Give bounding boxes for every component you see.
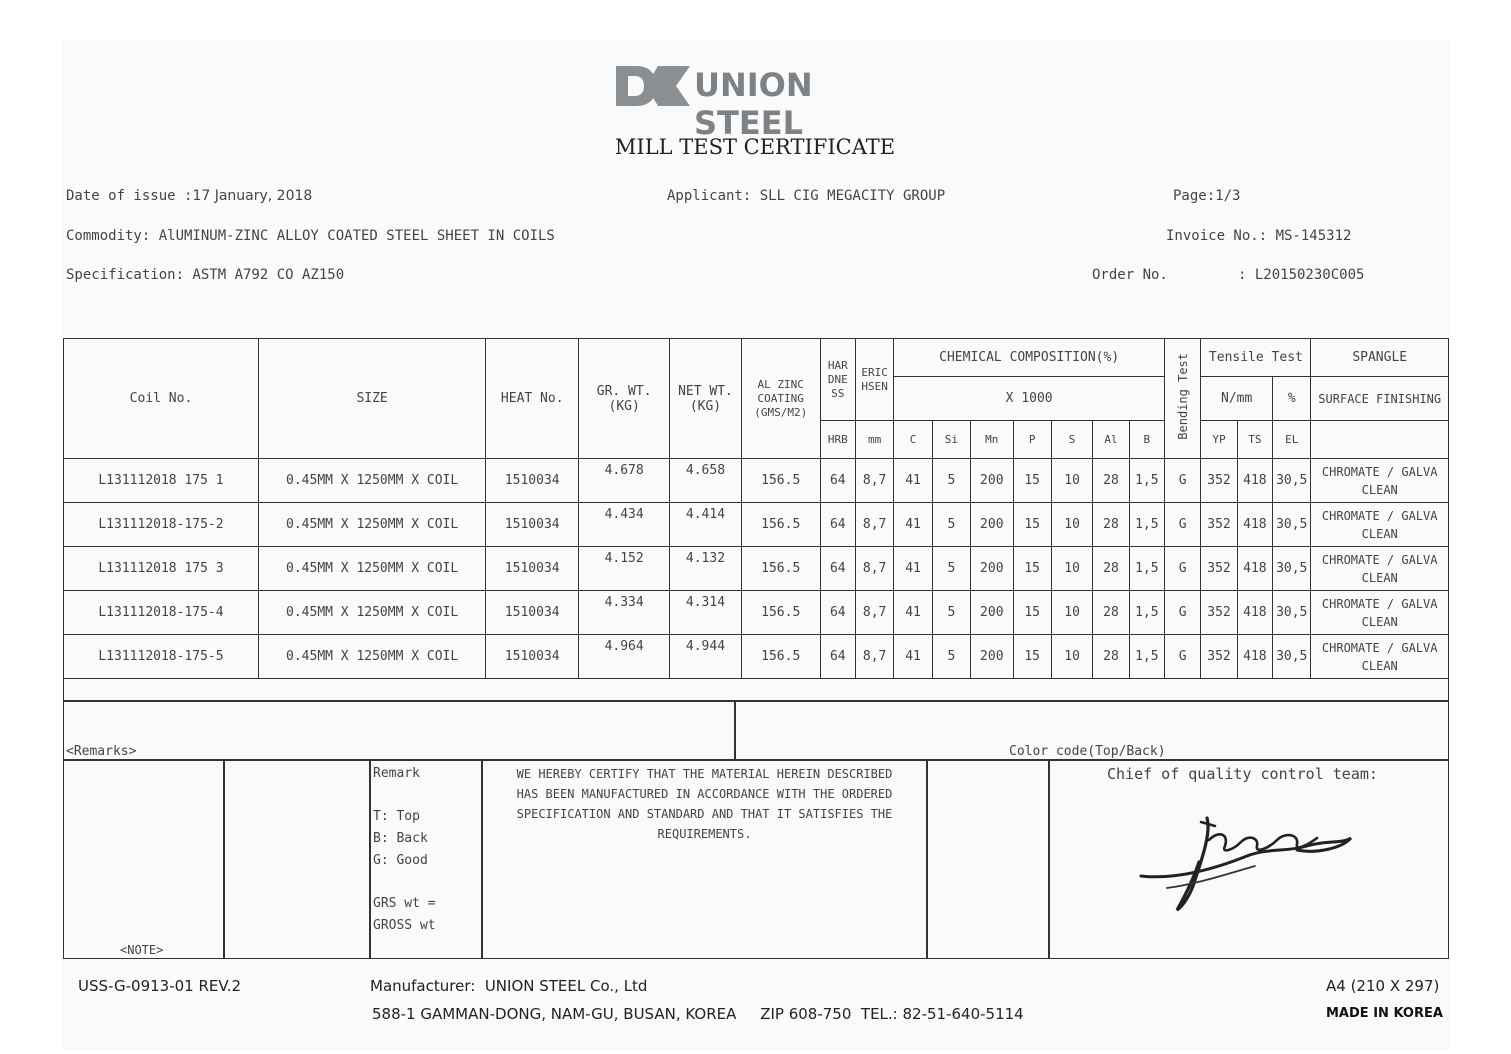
- date-of-issue: [66, 188, 312, 204]
- header-coil-no: Coil No.: [64, 339, 259, 459]
- b-cell: 1,5: [1129, 547, 1164, 591]
- bending-cell: G: [1164, 547, 1200, 591]
- date-label: Date of issue :: [66, 188, 193, 204]
- si-cell: 5: [932, 591, 970, 635]
- al-cell: 28: [1093, 591, 1129, 635]
- certification-box: [481, 759, 928, 959]
- cert-line-1: WE HEREBY CERTIFY THAT THE MATERIAL HEREIN DESCRIBED: [516, 767, 893, 781]
- gross-weight-cell: 4.334: [579, 591, 670, 635]
- header-hardness-2: DNE: [827, 372, 848, 386]
- si-cell: 5: [932, 503, 970, 547]
- yp-cell: 352: [1201, 503, 1237, 547]
- ts-cell: 418: [1237, 503, 1272, 547]
- grs-line-1: GRS wt =: [373, 896, 436, 911]
- header-tensile-test: Tensile Test: [1201, 339, 1311, 377]
- header-gross-weight-unit: (KG): [608, 398, 640, 414]
- p-cell: 15: [1013, 503, 1051, 547]
- unit-yp: YP: [1201, 421, 1237, 459]
- p-cell: 15: [1013, 547, 1051, 591]
- applicant: Applicant: SLL CIG MEGACITY GROUP: [667, 188, 946, 204]
- test-results-table: [63, 338, 1449, 701]
- spangle-line-1: CHROMATE / GALVA: [1321, 464, 1438, 479]
- erichsen-cell: 8,7: [855, 547, 893, 591]
- yp-cell: 352: [1201, 459, 1237, 503]
- p-cell: 15: [1013, 459, 1051, 503]
- certification-text: [482, 764, 927, 844]
- header-gross-weight-label: GR. WT.: [596, 383, 652, 399]
- mn-cell: 200: [971, 635, 1013, 679]
- c-cell: 41: [894, 591, 932, 635]
- header-al-zinc-coating: [741, 339, 820, 459]
- gross-weight-cell: 4.152: [579, 547, 670, 591]
- erichsen-cell: 8,7: [855, 635, 893, 679]
- note-label: <NOTE>: [120, 943, 164, 957]
- signature-box: [1048, 759, 1449, 959]
- bending-cell: G: [1164, 503, 1200, 547]
- ts-cell: 418: [1237, 591, 1272, 635]
- grs-line-2: GROSS wt: [373, 918, 436, 933]
- yp-cell: 352: [1201, 635, 1237, 679]
- signature-icon: [1137, 810, 1377, 920]
- header-net-weight-unit: (KG): [689, 398, 722, 414]
- coating-cell: 156.5: [741, 547, 820, 591]
- al-cell: 28: [1093, 547, 1129, 591]
- legend-good: G: Good: [373, 853, 428, 868]
- element-b: B: [1129, 421, 1164, 459]
- spangle-line-1: CHROMATE / GALVA: [1321, 596, 1438, 611]
- size-cell: 0.45MM X 1250MM X COIL: [258, 459, 485, 503]
- coating-cell: 156.5: [741, 591, 820, 635]
- coil-no-cell: L131112018-175-4: [64, 591, 259, 635]
- si-cell: 5: [932, 547, 970, 591]
- page-number: Page:1/3: [1173, 188, 1241, 204]
- c-cell: 41: [894, 547, 932, 591]
- element-al: Al: [1093, 421, 1129, 459]
- specification: Specification: ASTM A792 CO AZ150: [66, 267, 345, 283]
- mn-cell: 200: [971, 591, 1013, 635]
- spangle-line-2: CLEAN: [1361, 526, 1398, 541]
- s-cell: 10: [1051, 547, 1092, 591]
- element-p: P: [1013, 421, 1051, 459]
- invoice-number: Invoice No.: MS-145312: [1166, 228, 1352, 244]
- document-code: USS-G-0913-01 REV.2: [78, 977, 242, 995]
- coating-cell: 156.5: [741, 503, 820, 547]
- header-al-zinc-label: AL ZINC: [757, 377, 804, 391]
- al-cell: 28: [1093, 635, 1129, 679]
- color-code-label: Color code(Top/Back): [1009, 744, 1166, 759]
- header-chemical-composition: CHEMICAL COMPOSITION(%): [894, 339, 1165, 377]
- header-chem-scale: X 1000: [894, 377, 1165, 421]
- gross-weight-cell: 4.434: [579, 503, 670, 547]
- cert-line-2: HAS BEEN MANUFACTURED IN ACCORDANCE WITH THE ORDERED: [516, 787, 893, 801]
- color-box: [926, 759, 1050, 959]
- bending-cell: G: [1164, 459, 1200, 503]
- si-cell: 5: [932, 459, 970, 503]
- ts-cell: 418: [1237, 547, 1272, 591]
- spacer-row: [64, 679, 1449, 701]
- cert-line-3: SPECIFICATION AND STANDARD AND THAT IT SATISFIES THE: [516, 807, 893, 821]
- coating-cell: 156.5: [741, 635, 820, 679]
- header-coating-label: COATING: [757, 391, 804, 405]
- unit-ts: TS: [1237, 421, 1272, 459]
- elongation-cell: 30,5: [1273, 459, 1311, 503]
- header-heat-no: HEAT No.: [486, 339, 579, 459]
- company-logo: [614, 62, 904, 142]
- b-cell: 1,5: [1129, 503, 1164, 547]
- heat-no-cell: 1510034: [486, 503, 579, 547]
- header-erichsen-2: HSEN: [861, 379, 888, 393]
- spangle-line-2: CLEAN: [1361, 658, 1398, 673]
- manufacturer: Manufacturer: UNION STEEL Co., Ltd: [370, 977, 648, 995]
- elongation-cell: 30,5: [1273, 635, 1311, 679]
- table-row: [64, 547, 1449, 591]
- commodity: Commodity: AlUMINUM-ZINC ALLOY COATED STEEL SHEET IN COILS: [66, 228, 555, 244]
- chief-label: Chief of quality control team:: [1107, 765, 1378, 783]
- blank-box: [223, 759, 371, 959]
- cert-line-4: REQUIREMENTS.: [657, 827, 752, 841]
- element-mn: Mn: [971, 421, 1013, 459]
- header-bending-test: [1164, 339, 1200, 459]
- coil-no-cell: L131112018-175-2: [64, 503, 259, 547]
- al-cell: 28: [1093, 459, 1129, 503]
- element-c: C: [894, 421, 932, 459]
- yp-cell: 352: [1201, 591, 1237, 635]
- company-address: 588-1 GAMMAN-DONG, NAM-GU, BUSAN, KOREA ZIP 608-750 TEL.: 82-51-640-5114: [372, 1005, 1024, 1023]
- spangle-line-1: CHROMATE / GALVA: [1321, 552, 1438, 567]
- hardness-cell: 64: [820, 591, 855, 635]
- note-box: [63, 759, 225, 959]
- elongation-cell: 30,5: [1273, 591, 1311, 635]
- header-spangle: SPANGLE: [1311, 339, 1449, 377]
- gross-weight-cell: 4.678: [579, 459, 670, 503]
- b-cell: 1,5: [1129, 635, 1164, 679]
- paper-size: A4 (210 X 297): [1326, 977, 1440, 995]
- header-surface-finishing: SURFACE FINISHING: [1311, 377, 1449, 421]
- net-weight-cell: 4.414: [670, 503, 742, 547]
- header-erichsen: [855, 339, 893, 421]
- header-coating-unit: (GMS/M2): [754, 405, 808, 419]
- date-value: 17 January, 2018: [192, 188, 313, 204]
- remarks-label: <Remarks>: [66, 744, 137, 759]
- net-weight-cell: 4.658: [670, 459, 742, 503]
- al-cell: 28: [1093, 503, 1129, 547]
- legend-top: T: Top: [373, 809, 420, 824]
- mn-cell: 200: [971, 459, 1013, 503]
- si-cell: 5: [932, 635, 970, 679]
- erichsen-cell: 8,7: [855, 591, 893, 635]
- unit-mm: mm: [855, 421, 893, 459]
- legend-back: B: Back: [373, 831, 428, 846]
- yp-cell: 352: [1201, 547, 1237, 591]
- table-row: [64, 635, 1449, 679]
- order-label: Order No.: [1092, 267, 1168, 283]
- c-cell: 41: [894, 635, 932, 679]
- erichsen-cell: 8,7: [855, 503, 893, 547]
- erichsen-cell: 8,7: [855, 459, 893, 503]
- b-cell: 1,5: [1129, 591, 1164, 635]
- hardness-cell: 64: [820, 459, 855, 503]
- header-hardness-1: HAR: [827, 358, 848, 372]
- dk-logo-icon: [614, 62, 692, 110]
- table-row: [64, 591, 1449, 635]
- remarks-box: [63, 701, 736, 761]
- mn-cell: 200: [971, 503, 1013, 547]
- coil-no-cell: L131112018 175 3: [64, 547, 259, 591]
- p-cell: 15: [1013, 635, 1051, 679]
- c-cell: 41: [894, 503, 932, 547]
- spangle-cell: [1311, 591, 1449, 635]
- brand-name: UNION STEEL: [694, 66, 813, 142]
- spangle-line-2: CLEAN: [1361, 570, 1398, 585]
- color-code-box: [734, 701, 1449, 761]
- heat-no-cell: 1510034: [486, 635, 579, 679]
- coil-no-cell: L131112018 175 1: [64, 459, 259, 503]
- size-cell: 0.45MM X 1250MM X COIL: [258, 591, 485, 635]
- element-si: Si: [932, 421, 970, 459]
- header-hardness-3: SS: [831, 386, 845, 400]
- made-in-korea: MADE IN KOREA: [1326, 1006, 1443, 1021]
- ts-cell: 418: [1237, 635, 1272, 679]
- size-cell: 0.45MM X 1250MM X COIL: [258, 503, 485, 547]
- unit-blank: [1311, 421, 1449, 459]
- hardness-cell: 64: [820, 503, 855, 547]
- header-net-weight: [670, 339, 742, 459]
- b-cell: 1,5: [1129, 459, 1164, 503]
- remark-legend-box: [369, 759, 483, 959]
- net-weight-cell: 4.314: [670, 591, 742, 635]
- heat-no-cell: 1510034: [486, 547, 579, 591]
- header-percent: %: [1273, 377, 1311, 421]
- header-net-weight-label: NET WT.: [678, 383, 733, 399]
- unit-hrb: HRB: [820, 421, 855, 459]
- heat-no-cell: 1510034: [486, 591, 579, 635]
- table-row: [64, 459, 1449, 503]
- s-cell: 10: [1051, 503, 1092, 547]
- coating-cell: 156.5: [741, 459, 820, 503]
- header-bending-label: Bending Test: [1175, 353, 1190, 440]
- header-size: SIZE: [258, 339, 485, 459]
- ts-cell: 418: [1237, 459, 1272, 503]
- bending-cell: G: [1164, 591, 1200, 635]
- s-cell: 10: [1051, 459, 1092, 503]
- mn-cell: 200: [971, 547, 1013, 591]
- header-hardness: [820, 339, 855, 421]
- s-cell: 10: [1051, 635, 1092, 679]
- net-weight-cell: 4.944: [670, 635, 742, 679]
- spangle-line-1: CHROMATE / GALVA: [1321, 508, 1438, 523]
- remark-title: Remark: [373, 766, 420, 781]
- unit-el: EL: [1273, 421, 1311, 459]
- spangle-line-2: CLEAN: [1361, 482, 1398, 497]
- spangle-cell: [1311, 635, 1449, 679]
- gross-weight-cell: 4.964: [579, 635, 670, 679]
- hardness-cell: 64: [820, 635, 855, 679]
- spangle-cell: [1311, 503, 1449, 547]
- header-erichsen-1: ERIC: [861, 365, 888, 379]
- spangle-line-1: CHROMATE / GALVA: [1321, 640, 1438, 655]
- p-cell: 15: [1013, 591, 1051, 635]
- net-weight-cell: 4.132: [670, 547, 742, 591]
- order-value: : L20150230C005: [1238, 267, 1365, 283]
- size-cell: 0.45MM X 1250MM X COIL: [258, 547, 485, 591]
- coil-no-cell: L131112018-175-5: [64, 635, 259, 679]
- bending-cell: G: [1164, 635, 1200, 679]
- table-row: [64, 503, 1449, 547]
- page-title: MILL TEST CERTIFICATE: [614, 135, 896, 159]
- hardness-cell: 64: [820, 547, 855, 591]
- c-cell: 41: [894, 459, 932, 503]
- header-n-mm: N/mm: [1201, 377, 1273, 421]
- elongation-cell: 30,5: [1273, 503, 1311, 547]
- spangle-cell: [1311, 547, 1449, 591]
- spangle-line-2: CLEAN: [1361, 614, 1398, 629]
- spangle-cell: [1311, 459, 1449, 503]
- s-cell: 10: [1051, 591, 1092, 635]
- size-cell: 0.45MM X 1250MM X COIL: [258, 635, 485, 679]
- element-s: S: [1051, 421, 1092, 459]
- header-gross-weight: [579, 339, 670, 459]
- elongation-cell: 30,5: [1273, 547, 1311, 591]
- heat-no-cell: 1510034: [486, 459, 579, 503]
